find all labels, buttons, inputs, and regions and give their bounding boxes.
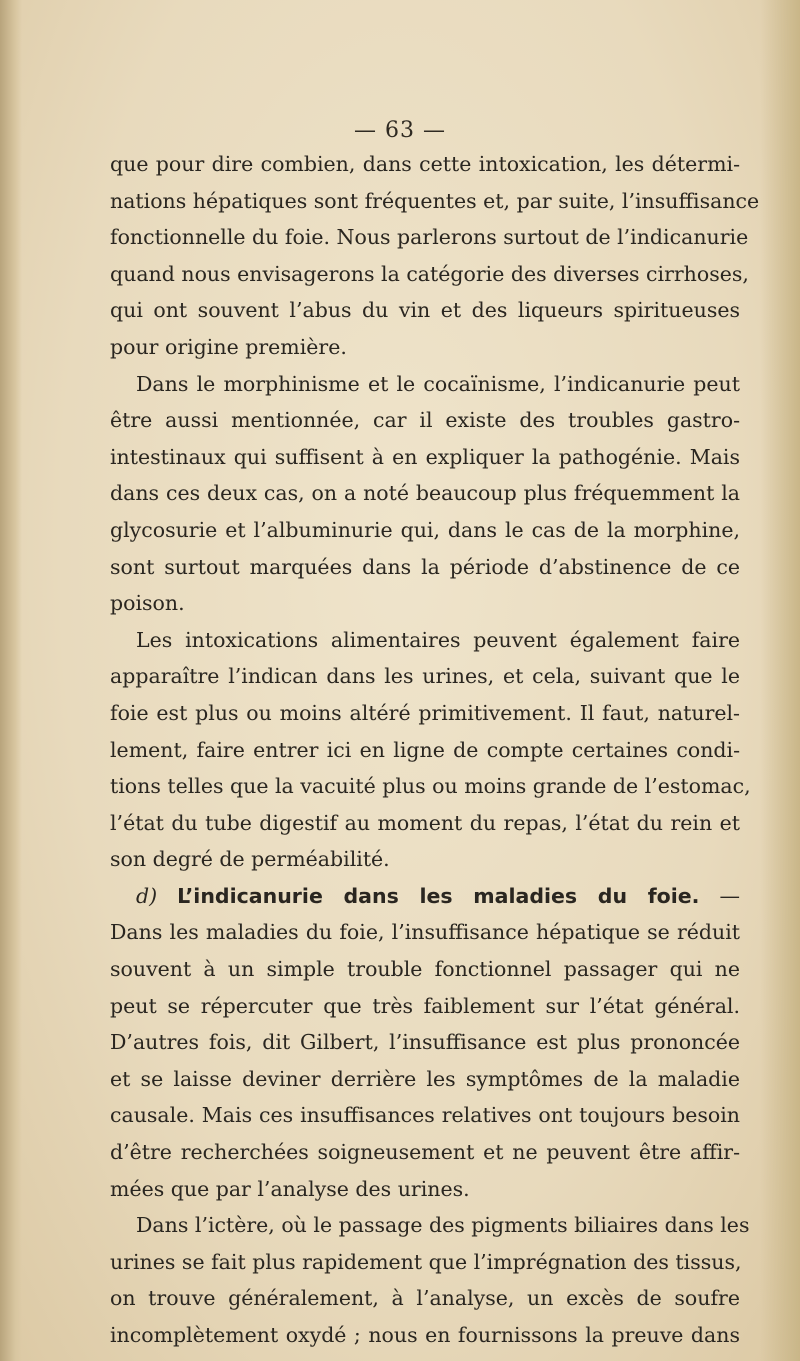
text-line: Dans l’ictère, où le passage des pigments biliaires dans les: [136, 1213, 750, 1238]
text-line: d’être recherchées soigneusement et ne peuvent être affir-: [110, 1140, 740, 1165]
text-line: foie est plus ou moins altéré primitivement. Il faut, naturel-: [110, 700, 740, 725]
text-line: glycosurie et l’albuminurie qui, dans le cas de la morphine,: [110, 517, 740, 542]
text-line: dans ces deux cas, on a noté beaucoup plus fréquemment la: [110, 481, 740, 506]
page-number: — 63 —: [354, 118, 446, 143]
text-line: être aussi mentionnée, car il existe des troubles gastro-: [110, 408, 740, 433]
section-dash: —: [719, 883, 740, 908]
text-line: peut se répercuter que très faiblement sur l’état général.: [110, 993, 740, 1018]
text-line: qui ont souvent l’abus du vin et des liqueurs spiritueuses: [110, 298, 740, 323]
text-line: fonctionnelle du foie. Nous parlerons surtout de l’indicanurie: [110, 225, 749, 250]
text-line: l’état du tube digestif au moment du repas, l’état du rein et: [110, 810, 740, 835]
text-line: D’autres fois, dit Gilbert, l’insuffisance est plus prononcée: [110, 1030, 740, 1055]
paragraphs-block-2: [110, 914, 750, 1353]
text-line: que pour dire combien, dans cette intoxication, les détermi-: [110, 152, 740, 176]
body-text: [110, 146, 760, 1354]
text-line: lement, faire entrer ici en ligne de compte certaines condi-: [110, 737, 740, 762]
text-line: son degré de perméabilité.: [110, 847, 390, 872]
text-line: poison.: [110, 591, 185, 616]
text-line: tions telles que la vacuité plus ou moins grande de l’estomac,: [110, 774, 751, 799]
page-edge-left: [0, 0, 22, 1361]
text-line: intestinaux qui suffisent à en expliquer la pathogénie. Mais: [110, 444, 740, 469]
text-line: quand nous envisagerons la catégorie des diverses cirrhoses,: [110, 261, 749, 286]
page-edge-right: [760, 0, 800, 1361]
paragraphs-block-1: [110, 146, 760, 878]
text-line: apparaître l’indican dans les urines, et cela, suivant que le: [110, 664, 740, 689]
section-letter: d): [136, 883, 158, 908]
text-line: nations hépatiques sont fréquentes et, par suite, l’insuffisance: [110, 188, 760, 213]
text-line: incomplètement oxydé ; nous en fournissons la preuve dans: [110, 1323, 740, 1347]
section-heading-line: [110, 878, 740, 915]
text-line: mées que par l’analyse des urines.: [110, 1176, 470, 1201]
text-line: pour origine première.: [110, 334, 347, 359]
text-line: Dans les maladies du foie, l’insuffisance hépatique se réduit: [110, 920, 740, 945]
text-line: sont surtout marquées dans la période d’abstinence de ce: [110, 554, 740, 579]
text-line: Les intoxications alimentaires peuvent également faire: [136, 627, 740, 652]
section-title: L’indicanurie dans les maladies du foie.: [177, 883, 700, 908]
text-line: causale. Mais ces insuffisances relatives ont toujours besoin: [110, 1103, 740, 1128]
text-line: et se laisse deviner derrière les symptômes de la maladie: [110, 1066, 740, 1091]
text-line: Dans le morphinisme et le cocaïnisme, l’indicanurie peut: [136, 371, 740, 396]
text-line: on trouve généralement, à l’analyse, un excès de soufre: [110, 1286, 740, 1311]
text-line: souvent à un simple trouble fonctionnel passager qui ne: [110, 957, 740, 982]
text-line: urines se fait plus rapidement que l’imprégnation des tissus,: [110, 1249, 742, 1274]
